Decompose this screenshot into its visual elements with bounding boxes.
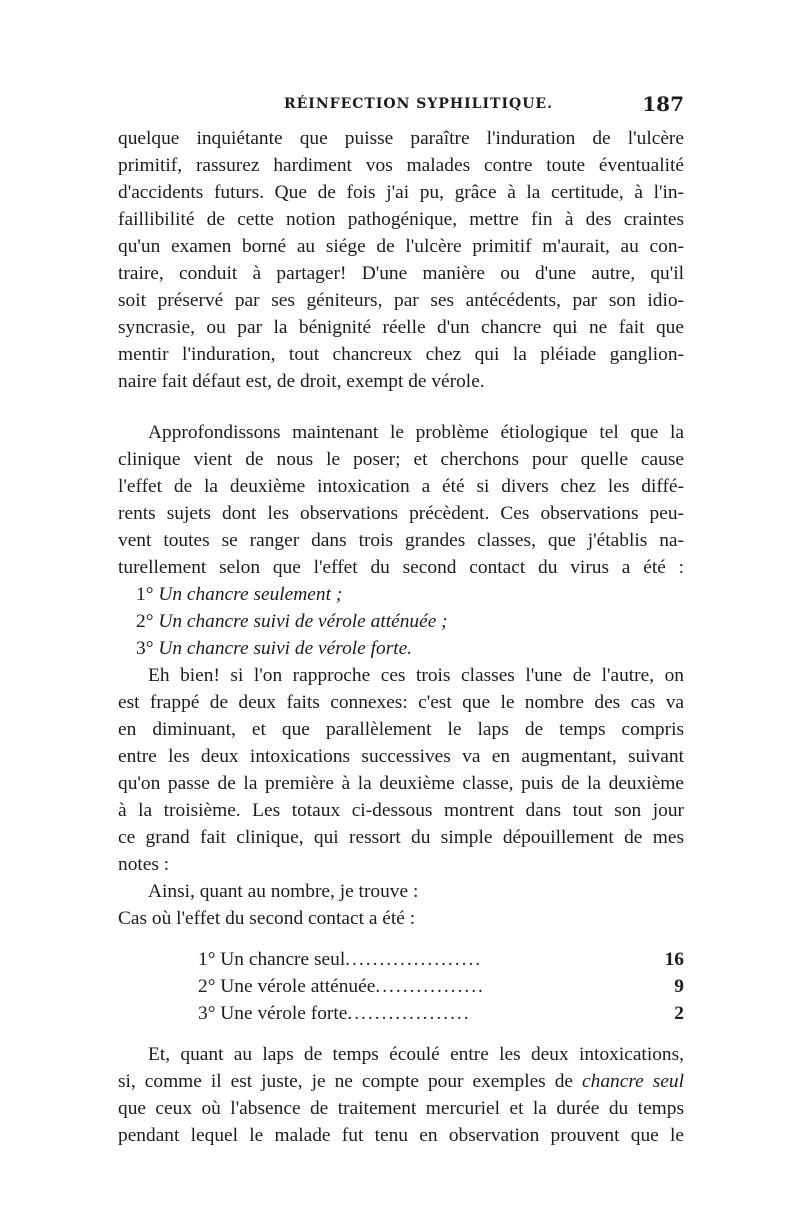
text-line: primitif, rassurez hardiment vos malades contre toute éventualité <box>118 155 684 176</box>
text-line: Et, quant au laps de temps écoulé entre les deux intoxications, <box>148 1044 684 1065</box>
tally-table <box>118 946 684 1027</box>
tally-row <box>118 946 684 973</box>
class-list <box>118 581 684 662</box>
text-line: notes : <box>118 854 170 875</box>
text-line: traire, conduit à partager! D'une manière ou d'une autre, qu'il <box>118 263 684 284</box>
text-line: si, comme il est juste, je ne compte pour exemples de chancre seul <box>118 1071 684 1092</box>
text-line: Approfondissons maintenant le problème étiologique tel que la <box>148 422 684 443</box>
text-line: vent toutes se ranger dans trois grandes classes, que j'établis na- <box>118 530 684 551</box>
text-line: qu'un examen borné au siége de l'ulcère primitif m'aurait, au con- <box>118 236 684 257</box>
text-line: rents sujets dont les observations précèdent. Ces observations peu- <box>118 503 684 524</box>
tally-value: 2 <box>674 1003 684 1024</box>
text-line: soit préservé par ses géniteurs, par ses antécédents, par son idio- <box>118 290 684 311</box>
text-line: à la troisième. Les totaux ci-dessous montrent dans tout son jour <box>118 800 684 821</box>
class-item: 1° Un chancre seulement ; <box>136 584 343 605</box>
text-line: quelque inquiétante que puisse paraître l'induration de l'ulcère <box>118 128 684 149</box>
tally-leader: ................ <box>375 976 485 997</box>
lead-in <box>118 878 684 932</box>
text-line: mentir l'induration, tout chancreux chez qui la pléiade ganglion- <box>118 344 684 365</box>
paragraph-indurated-ulcer <box>118 125 684 395</box>
tally-label: 1° Un chancre seul <box>198 949 346 970</box>
running-head <box>118 92 684 120</box>
tally-row <box>118 973 684 1000</box>
text-line: l'effet de la deuxième intoxication a été si divers chez les diffé- <box>118 476 684 497</box>
text-line: turellement selon que l'effet du second contact du virus a été : <box>118 557 684 578</box>
tally-label: 2° Une vérole atténuée <box>198 976 376 997</box>
page-number: 187 <box>642 92 684 116</box>
body-text <box>118 125 684 1149</box>
text-line: pendant lequel le malade fut tenu en observation prouvent que le <box>118 1125 684 1146</box>
text-line: Cas où l'effet du second contact a été : <box>118 908 416 929</box>
class-item: 3° Un chancre suivi de vérole forte. <box>136 638 413 659</box>
paragraph-time-lapse <box>118 1041 684 1149</box>
tally-row <box>118 1000 684 1027</box>
tally-value: 9 <box>674 976 684 997</box>
text-line: clinique vient de nous le poser; et cherchons pour quelle cause <box>118 449 684 470</box>
text-line: Eh bien! si l'on rapproche ces trois classes l'une de l'autre, on <box>148 665 684 686</box>
tally-label: 3° Une vérole forte <box>198 1003 348 1024</box>
paragraph-gap <box>118 395 684 419</box>
text-line: est frappé de deux faits connexes: c'est que le nombre des cas va <box>118 692 684 713</box>
text-line: qu'on passe de la première à la deuxième classe, puis de la deuxième <box>118 773 684 794</box>
text-line: syncrasie, ou par la bénignité réelle d'un chancre qui ne fait que <box>118 317 684 338</box>
paragraph-observations <box>118 662 684 878</box>
text-line: faillibilité de cette notion pathogénique, mettre fin à des craintes <box>118 209 684 230</box>
tally-value: 16 <box>664 949 684 970</box>
text-line: naire fait défaut est, de droit, exempt de vérole. <box>118 371 485 392</box>
tally-leader: .................... <box>345 949 483 970</box>
text-line: Ainsi, quant au nombre, je trouve : <box>148 881 419 902</box>
text-line: d'accidents futurs. Que de fois j'ai pu, grâce à la certitude, à l'in- <box>118 182 684 203</box>
paragraph-gap <box>118 1027 684 1041</box>
text-line: en diminuant, et que parallèlement le laps de temps compris <box>118 719 684 740</box>
class-item: 2° Un chancre suivi de vérole atténuée ; <box>136 611 448 632</box>
paragraph-etiology <box>118 419 684 581</box>
text-line: que ceux où l'absence de traitement mercuriel et la durée du temps <box>118 1098 684 1119</box>
tally-leader: .................. <box>347 1003 471 1024</box>
text-line: ce grand fait clinique, qui ressort du simple dépouillement de mes <box>118 827 684 848</box>
paragraph-gap <box>118 932 684 946</box>
text-line: entre les deux intoxications successives va en augmentant, suivant <box>118 746 684 767</box>
running-title: RÉINFECTION SYPHILITIQUE. <box>284 96 553 112</box>
